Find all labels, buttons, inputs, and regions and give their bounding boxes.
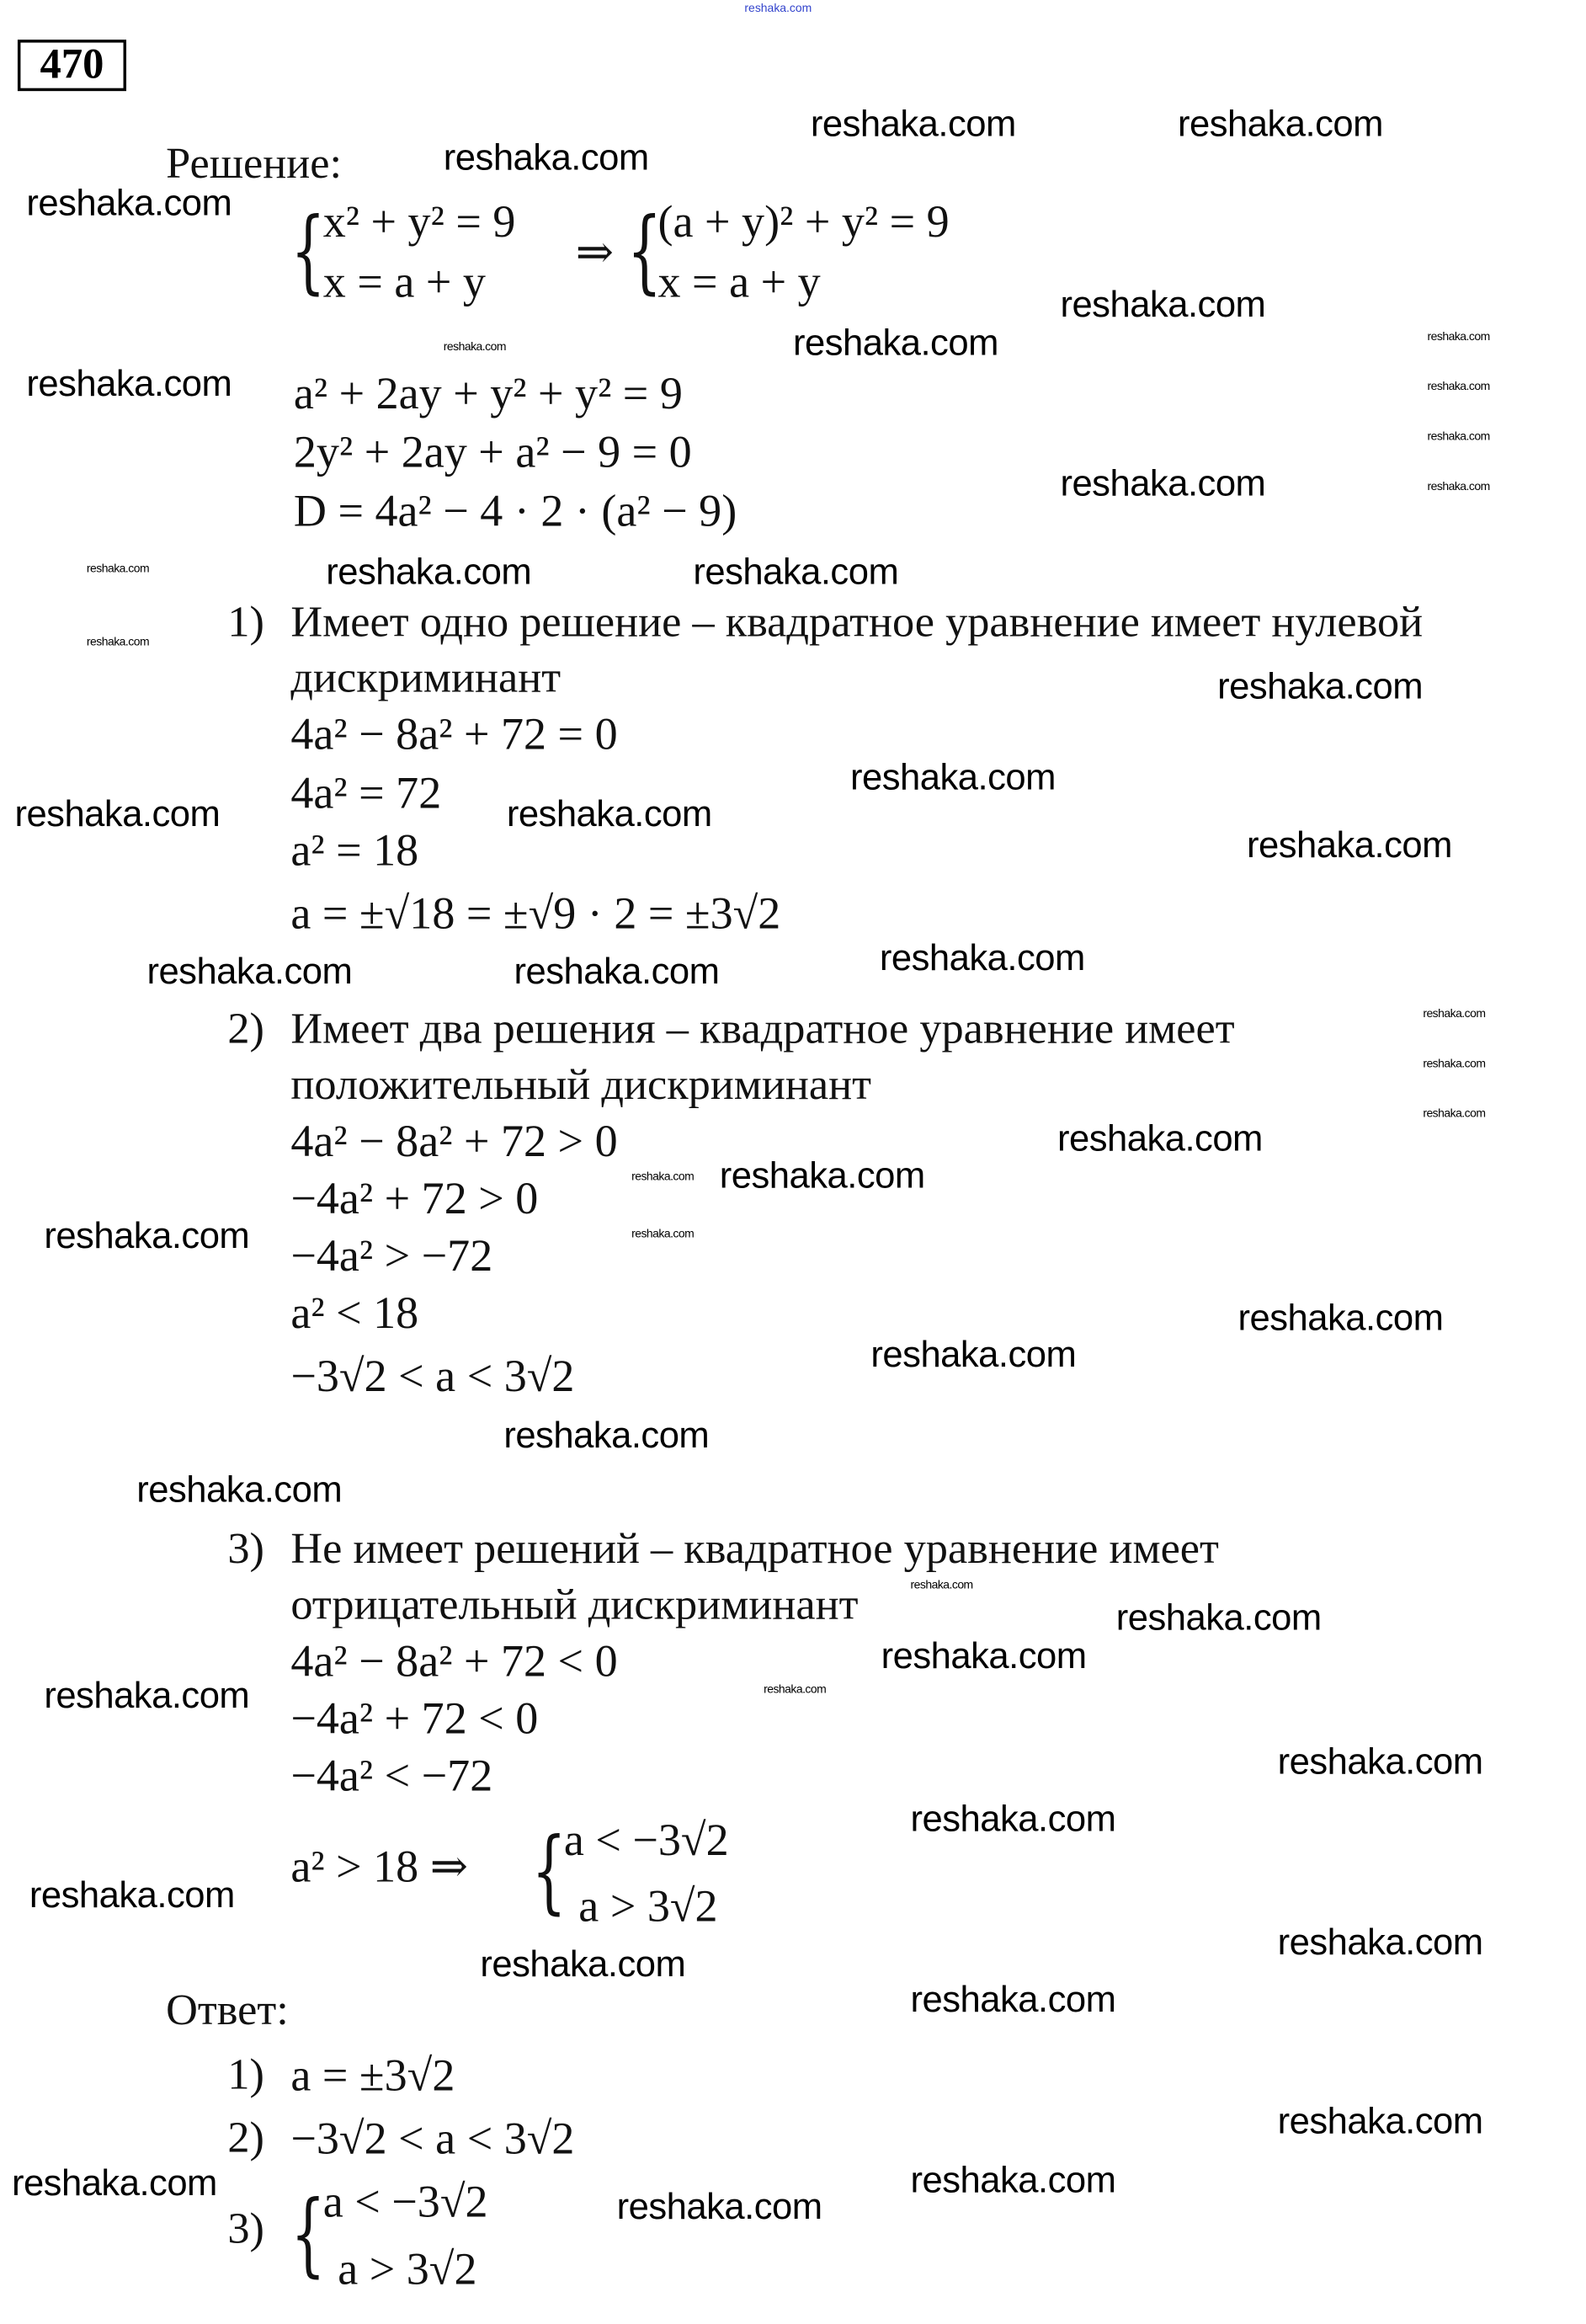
watermark: reshaka.com	[146, 951, 353, 993]
watermark: reshaka.com	[792, 322, 998, 364]
equation: 2y² + 2ay + a² − 9 = 0	[293, 425, 692, 477]
watermark: reshaka.com	[29, 1874, 235, 1916]
watermark: reshaka.com	[1427, 429, 1490, 443]
implies-symbol: ⇒	[575, 226, 615, 278]
equation: a² = 18	[290, 824, 419, 876]
watermark: reshaka.com	[693, 552, 899, 593]
watermark: reshaka.com	[910, 1799, 1116, 1840]
answer-value: −3√2 < a < 3√2	[290, 2112, 575, 2164]
watermark: reshaka.com	[631, 1170, 695, 1184]
case-text: Имеет два решения – квадратное уравнение имеет	[290, 1005, 1235, 1053]
watermark: reshaka.com	[1423, 1057, 1486, 1070]
watermark: reshaka.com	[506, 793, 712, 835]
watermark: reshaka.com	[1427, 329, 1490, 344]
equation: −4a² < −72	[290, 1749, 493, 1801]
case-text: дискриминант	[290, 653, 561, 702]
equation: a² + 2ay + y² + y² = 9	[293, 367, 683, 419]
watermark: reshaka.com	[881, 1635, 1087, 1677]
watermark: reshaka.com	[616, 2186, 822, 2228]
answer-label: Ответ:	[166, 1986, 289, 2034]
watermark: reshaka.com	[326, 552, 532, 593]
watermark: reshaka.com	[1217, 666, 1424, 707]
equation: a > 3√2	[578, 1879, 718, 1932]
equation: −4a² > −72	[290, 1229, 493, 1282]
equation: 4a² − 8a² + 72 = 0	[290, 707, 618, 760]
problem-number: 470	[18, 40, 126, 91]
equation: a² < 18	[290, 1287, 419, 1339]
watermark: reshaka.com	[1423, 1006, 1486, 1021]
equation: −4a² + 72 < 0	[290, 1692, 539, 1744]
watermark: reshaka.com	[1277, 1740, 1483, 1783]
watermark: reshaka.com	[631, 1227, 695, 1241]
watermark: reshaka.com	[1246, 824, 1452, 866]
watermark: reshaka.com	[1427, 479, 1490, 493]
equation: −4a² + 72 > 0	[290, 1172, 539, 1224]
brace-icon: {	[290, 196, 326, 305]
equation: 4a² − 8a² + 72 < 0	[290, 1634, 618, 1687]
watermark: reshaka.com	[910, 1578, 973, 1592]
watermark: reshaka.com	[443, 137, 649, 179]
watermark: reshaka.com	[1056, 1118, 1263, 1160]
watermark: reshaka.com	[1178, 103, 1383, 145]
watermark: reshaka.com	[764, 1682, 827, 1696]
watermark: reshaka.com	[136, 1469, 343, 1511]
watermark: reshaka.com	[1060, 284, 1266, 326]
watermark: reshaka.com	[14, 793, 221, 835]
equation: D = 4a² − 4 · 2 · (a² − 9)	[293, 484, 737, 536]
case-number: 3)	[227, 1524, 264, 1574]
watermark: reshaka.com	[11, 2162, 217, 2204]
watermark: reshaka.com	[1115, 1597, 1322, 1639]
equation: x = a + y	[657, 255, 821, 307]
answer-number: 2)	[227, 2113, 264, 2162]
equation: (a + y)² + y² = 9	[657, 195, 950, 248]
answer-number: 1)	[227, 2050, 264, 2099]
watermark: reshaka.com	[879, 937, 1085, 979]
watermark: reshaka.com	[910, 2160, 1116, 2201]
watermark: reshaka.com	[443, 339, 506, 354]
watermark: reshaka.com	[44, 1675, 250, 1717]
watermark: reshaka.com	[514, 951, 720, 993]
top-watermark: reshaka.com	[744, 1, 812, 15]
equation: −3√2 < a < 3√2	[290, 1350, 575, 1402]
solution-label: Решение:	[166, 139, 343, 189]
answer-value: a > 3√2	[338, 2242, 477, 2295]
equation: a < −3√2	[563, 1814, 729, 1866]
equation: a² > 18 ⇒	[290, 1840, 469, 1892]
answer-number: 3)	[227, 2204, 264, 2253]
case-text: Не имеет решений – квадратное уравнение имеет	[290, 1524, 1219, 1574]
brace-icon: {	[290, 2179, 326, 2288]
watermark: reshaka.com	[1277, 1922, 1483, 1964]
answer-value: a < −3√2	[322, 2175, 488, 2227]
watermark: reshaka.com	[1427, 379, 1490, 393]
equation: x² + y² = 9	[322, 195, 516, 248]
watermark: reshaka.com	[850, 757, 1056, 799]
brace-icon: {	[626, 196, 663, 305]
watermark: reshaka.com	[26, 183, 232, 225]
watermark: reshaka.com	[870, 1334, 1077, 1376]
case-number: 2)	[227, 1005, 264, 1053]
case-text: Имеет одно решение – квадратное уравнение имеет нулевой	[290, 597, 1424, 647]
watermark: reshaka.com	[1060, 463, 1266, 505]
answer-value: a = ±3√2	[290, 2049, 455, 2101]
watermark: reshaka.com	[719, 1154, 925, 1197]
watermark: reshaka.com	[26, 363, 232, 405]
watermark: reshaka.com	[44, 1215, 250, 1257]
brace-icon: {	[531, 1816, 567, 1925]
case-number: 1)	[227, 597, 264, 647]
equation: a = ±√18 = ±√9 · 2 = ±3√2	[290, 887, 781, 939]
watermark: reshaka.com	[480, 1943, 686, 1986]
watermark: reshaka.com	[86, 635, 150, 649]
equation: 4a² = 72	[290, 766, 442, 818]
watermark: reshaka.com	[810, 103, 1016, 145]
watermark: reshaka.com	[503, 1415, 710, 1457]
equation: x = a + y	[322, 255, 486, 307]
case-text: отрицательный дискриминант	[290, 1580, 859, 1629]
watermark: reshaka.com	[1423, 1106, 1486, 1121]
watermark: reshaka.com	[1277, 2101, 1483, 2143]
watermark: reshaka.com	[1237, 1298, 1444, 1340]
equation: 4a² − 8a² + 72 > 0	[290, 1114, 618, 1167]
watermark: reshaka.com	[910, 1979, 1116, 2021]
watermark: reshaka.com	[86, 562, 150, 575]
case-text: положительный дискриминант	[290, 1060, 872, 1110]
